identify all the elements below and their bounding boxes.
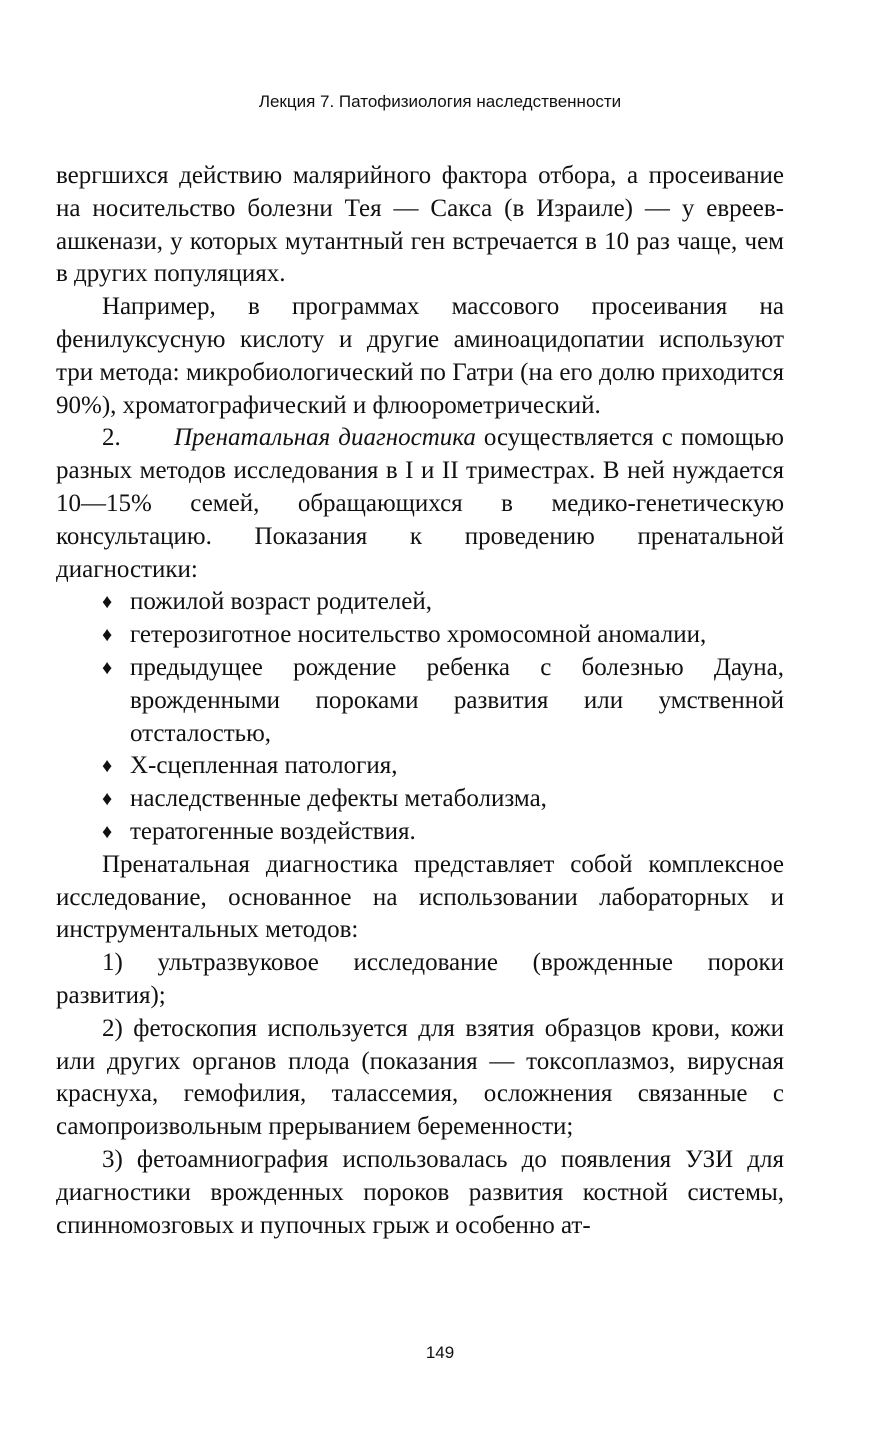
list-item-text: тератогенные воздействия. (130, 817, 416, 845)
method-fetoamniography: 3) фетоамниография использовалась до появления УЗИ для диагностики врожденных пороков развития костной системы, спинномозговых и пупочных грыж и особенно ат- (56, 1145, 784, 1239)
diamond-bullet-icon: ♦ (102, 591, 113, 614)
list-item (56, 750, 784, 783)
paragraph-continuation: вергшихся действию малярийного фактора отбора, а просеивание на носительство болезни Тея — Сакса (в Израиле) — у евреев-ашкенази, у которых мутантный ген встречается в 10 раз чаще, чем в других популяциях. (56, 162, 784, 288)
list-item-text: Х-сцепленная патология, (130, 752, 398, 780)
method-ultrasound: 1) ультразвуковое исследование (врожденные пороки развития); (56, 949, 784, 1009)
list-item-text: наследственные дефекты метаболизма, (130, 785, 547, 813)
term-prenatal-diagnosis: Пренатальная диагностика (174, 424, 476, 452)
indications-list (56, 586, 784, 848)
list-item-text: гетерозиготное носительство хромосомной аномалии, (130, 621, 707, 649)
paragraph-complex-study: Пренатальная диагностика представляет собой комплексное исследование, основанное на использовании лабораторных и инструментальных методов: (56, 850, 784, 944)
diamond-bullet-icon: ♦ (102, 820, 113, 843)
diamond-bullet-icon: ♦ (102, 788, 113, 811)
page-number: 149 (425, 1343, 455, 1362)
diamond-bullet-icon: ♦ (102, 755, 113, 778)
diamond-bullet-icon: ♦ (102, 656, 113, 679)
list-item (56, 816, 784, 849)
list-item (56, 619, 784, 652)
list-item (56, 652, 784, 750)
list-item (56, 586, 784, 619)
diamond-bullet-icon: ♦ (102, 624, 113, 647)
paragraph-text: осуществляется с помощью разных методов исследования в I и II триместрах. В ней нуждается 10—15% семей, обращающихся в медико-генетическую консультацию. Показания к проведению пренатальной диагностики: (56, 424, 784, 583)
paragraph-screening-methods: Например, в программах массового просеивания на фенилуксусную кислоту и другие аминоацидопатии используют три метода: микробиологический по Гатри (на его долю приходится 90%), хроматографический и флюорометрический. (56, 293, 784, 419)
body-text (56, 160, 784, 1242)
list-item-text: пожилой возраст родителей, (130, 588, 432, 616)
list-item (56, 783, 784, 816)
list-item-text: предыдущее рождение ребенка с болезнью Дауна, врожденными пороками развития или умственной отсталостью, (130, 653, 784, 747)
method-fetoscopy: 2) фетоскопия используется для взятия образцов крови, кожи или других органов плода (показания — токсоплазмоз, вирусная краснуха, гемофилия, талассемия, осложнения связанные с самопроизвольным прерыванием беременности; (56, 1014, 784, 1141)
running-head: Лекция 7. Патофизиология наследственности (258, 92, 622, 111)
paragraph-prenatal-diagnosis (56, 422, 784, 586)
paragraph-number: 2. (102, 424, 121, 452)
